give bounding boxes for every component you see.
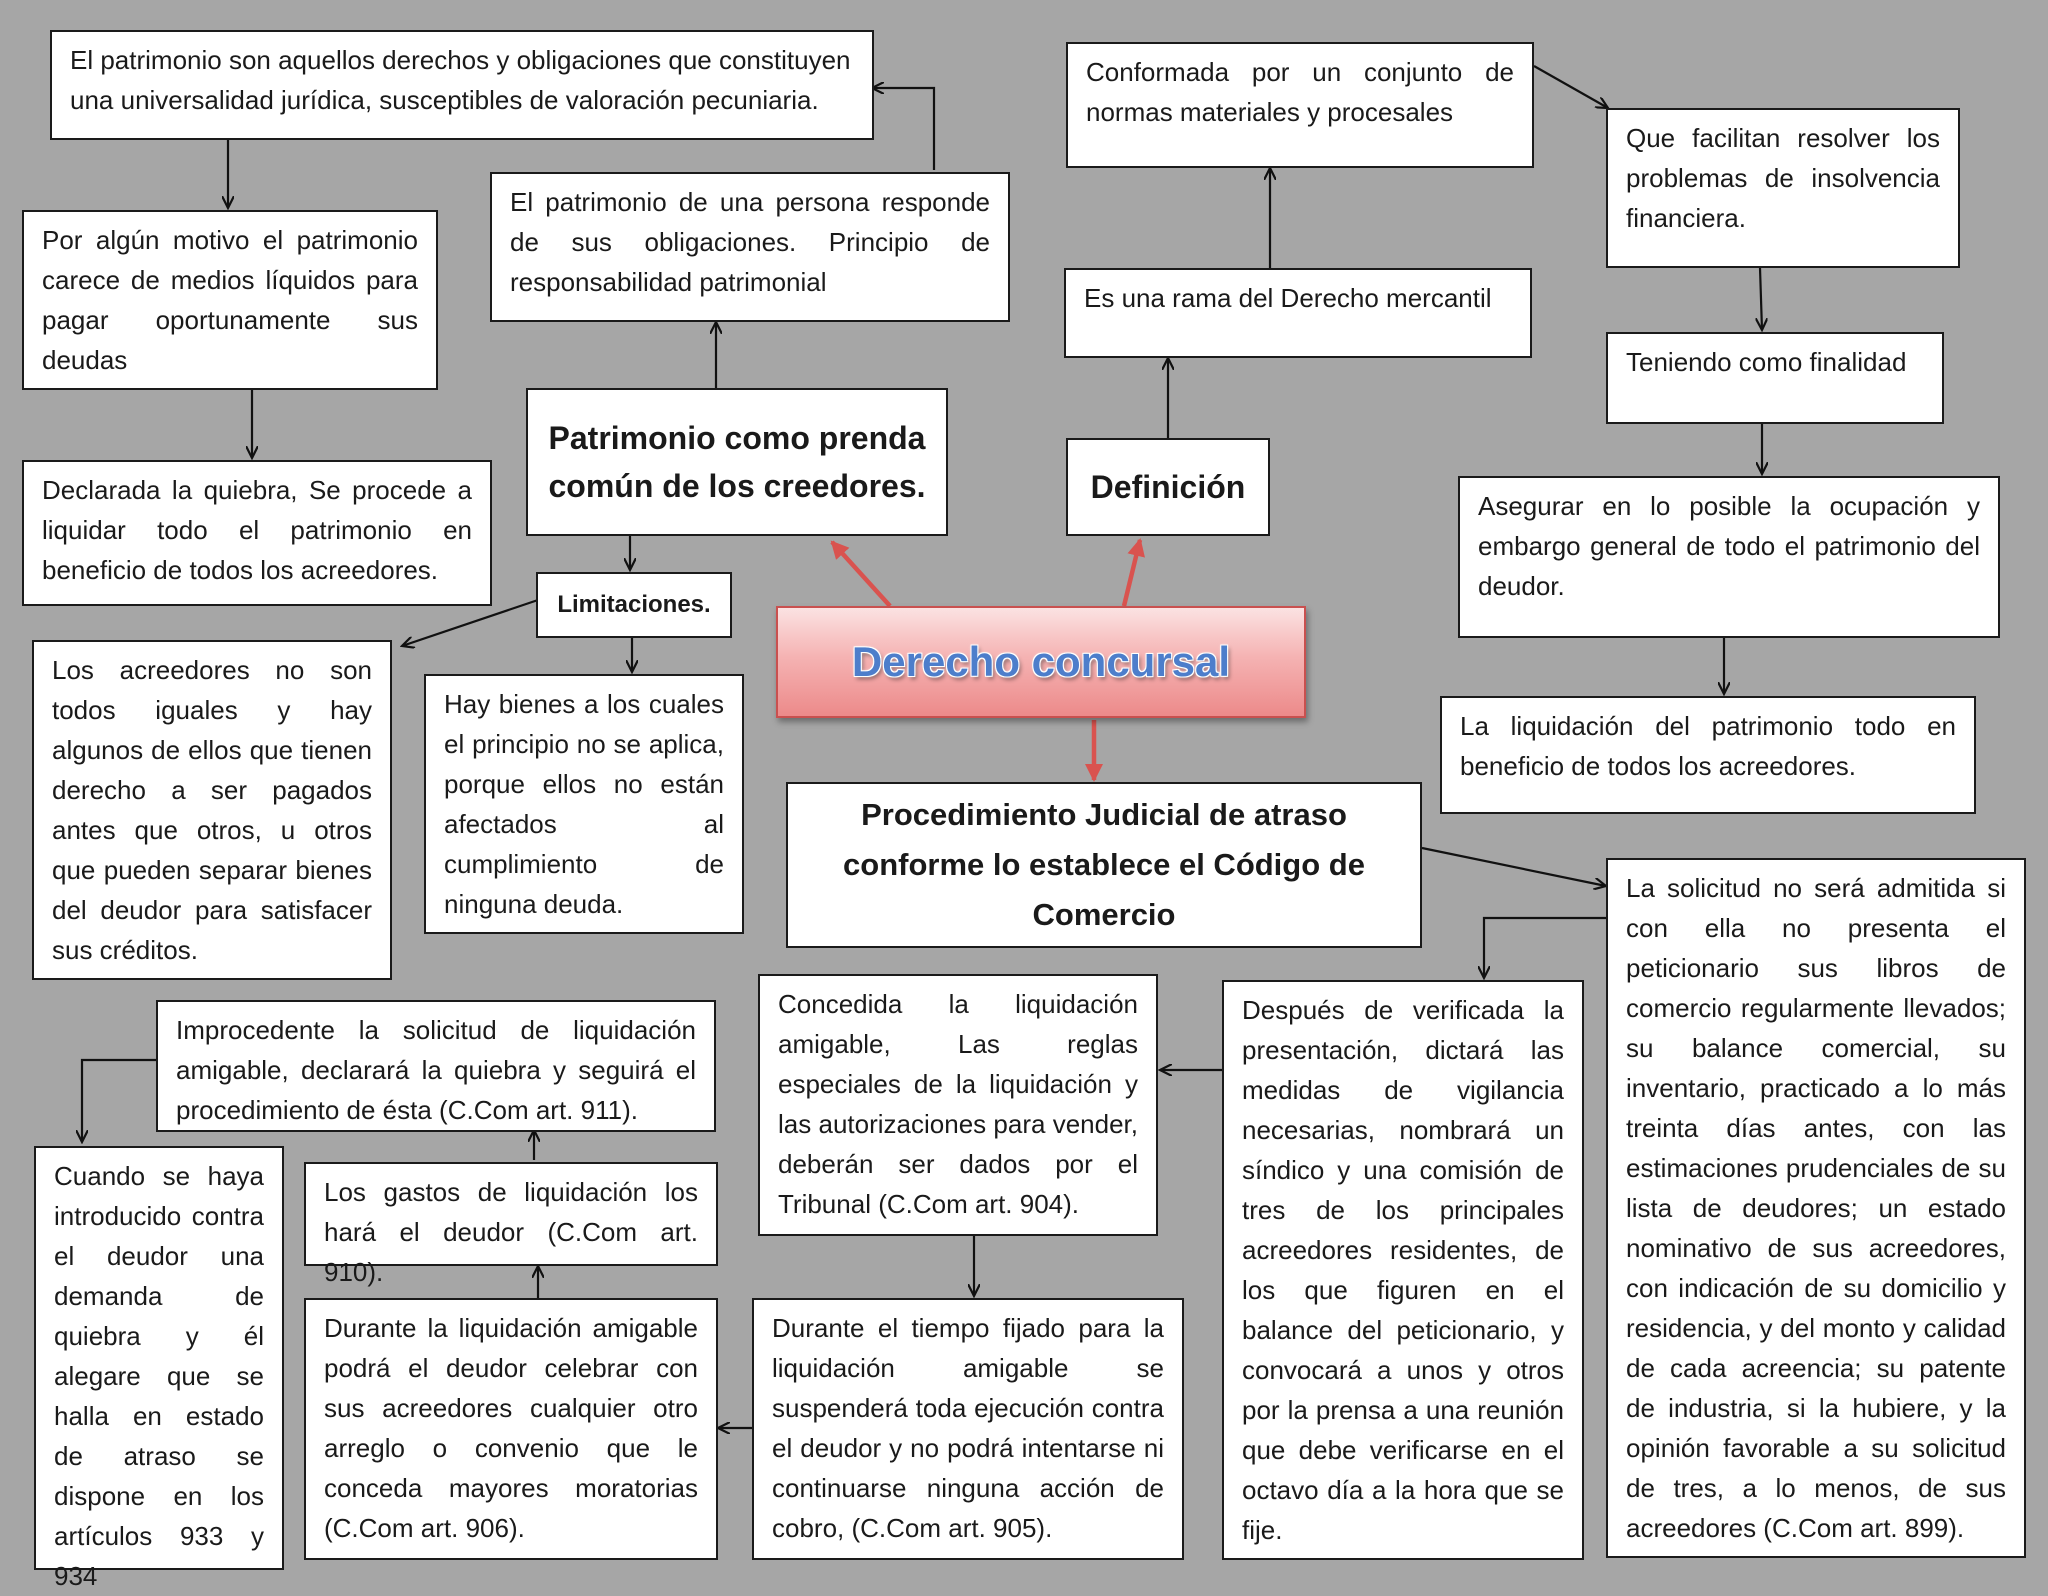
node-title: Patrimonio como prenda común de los creedores. bbox=[548, 420, 926, 504]
node-quiebra bbox=[22, 460, 492, 606]
arrow-conformada-to-facilitan bbox=[1534, 66, 1608, 108]
node-text: Durante el tiempo fijado para la liquidación amigable se suspenderá toda ejecución contra el deudor y no podrá intentarse ni continuarse ninguna acción de cobro, (C.Com art. 905). bbox=[772, 1313, 1164, 1543]
node-bienes bbox=[424, 674, 744, 934]
arrow-procedimiento-to-solicitud bbox=[1422, 848, 1606, 886]
node-solicitud-no-admitida bbox=[1606, 858, 2026, 1558]
node-text: Asegurar en lo posible la ocupación y embargo general de todo el patrimonio del deudor. bbox=[1478, 491, 1980, 601]
node-procedimiento bbox=[786, 782, 1422, 948]
node-concedida bbox=[758, 974, 1158, 1236]
arrow-facilitan-to-finalidad bbox=[1760, 268, 1762, 330]
node-despues bbox=[1222, 980, 1584, 1560]
node-improcedente bbox=[156, 1000, 716, 1132]
red-arrow-to-definicion bbox=[1124, 540, 1140, 606]
node-text: Los gastos de liquidación los hará el deudor (C.Com art. 910). bbox=[324, 1177, 698, 1287]
node-text: El patrimonio son aquellos derechos y obligaciones que constituyen una universalidad jurídica, susceptibles de valoración pecuniaria. bbox=[70, 45, 851, 115]
node-text: Los acreedores no son todos iguales y hay algunos de ellos que tienen derecho a ser pagados antes que otros, u otros que pueden separar bienes del deudor para satisfacer sus créditos. bbox=[52, 655, 372, 965]
node-text: Es una rama del Derecho mercantil bbox=[1084, 283, 1492, 313]
node-text: Declarada la quiebra, Se procede a liquidar todo el patrimonio en beneficio de todos los acreedores. bbox=[42, 475, 472, 585]
node-text: Teniendo como finalidad bbox=[1626, 347, 1907, 377]
node-text: La solicitud no será admitida si con ella no presenta el peticionario sus libros de comercio regularmente llevados; su balance comercial, su inventario, practicado a lo más treinta días antes, con las estimaciones prudenciales de su lista de deudores; un estado nominativo de sus acreedores, con indicación de su domicilio y residencia, y del monto y calidad de cada acreencia; su patente de industria, si la hubiere, y la opinión favorable a su solicitud de tres, a lo menos, de sus acreedores (C.Com art. 899). bbox=[1626, 873, 2006, 1543]
arrow-solicitud-to-despues bbox=[1484, 918, 1606, 978]
node-motivo bbox=[22, 210, 438, 390]
central-title: Derecho concursal bbox=[851, 638, 1231, 685]
node-text: Hay bienes a los cuales el principio no se aplica, porque ellos no están afectados al cumplimiento de ninguna deuda. bbox=[444, 689, 724, 919]
red-arrow-to-prenda bbox=[832, 542, 890, 606]
arrow-responde-to-def bbox=[872, 88, 934, 170]
node-text: Durante la liquidación amigable podrá el deudor celebrar con sus acreedores cualquier otro arreglo o convenio que le conceda mayores moratorias (C.Com art. 906). bbox=[324, 1313, 698, 1543]
node-text: Concedida la liquidación amigable, Las reglas especiales de la liquidación y las autorizaciones para vender, deberán ser dados por el Tribunal (C.Com art. 904). bbox=[778, 989, 1138, 1219]
node-definicion bbox=[1066, 438, 1270, 536]
central-node bbox=[776, 606, 1306, 718]
node-responde bbox=[490, 172, 1010, 322]
node-cuando bbox=[34, 1146, 284, 1591]
node-facilitan bbox=[1606, 108, 1960, 268]
node-text: Que facilitan resolver los problemas de insolvencia financiera. bbox=[1626, 123, 1940, 233]
node-title: Limitaciones. bbox=[557, 591, 711, 618]
node-patrimonio-prenda bbox=[526, 388, 948, 536]
arrow-improcedente-to-cuando bbox=[82, 1060, 156, 1142]
node-limitaciones bbox=[536, 572, 732, 638]
node-text: Por algún motivo el patrimonio carece de medios líquidos para pagar oportunamente sus deudas bbox=[42, 225, 418, 375]
node-text: Improcedente la solicitud de liquidación amigable, declarará la quiebra y seguirá el procedimiento de ésta (C.Com art. 911). bbox=[176, 1015, 696, 1125]
node-text: El patrimonio de una persona responde de sus obligaciones. Principio de responsabilidad patrimonial bbox=[510, 187, 990, 297]
node-title: Procedimiento Judicial de atraso conforme lo establece el Código de Comercio bbox=[843, 797, 1365, 932]
node-conformada bbox=[1066, 42, 1534, 168]
arrow-limitaciones-to-acreedores bbox=[402, 600, 538, 646]
node-rama bbox=[1064, 268, 1532, 358]
node-acreedores-no-iguales bbox=[32, 640, 392, 980]
node-text: Conformada por un conjunto de normas materiales y procesales bbox=[1086, 57, 1514, 127]
node-text: Cuando se haya introducido contra el deudor una demanda de quiebra y él alegare que se halla en estado de atraso se dispone en los artículos 933 y 934 bbox=[54, 1161, 264, 1591]
node-patrimonio-definition bbox=[50, 30, 874, 140]
node-durante-liquidacion bbox=[304, 1298, 718, 1560]
node-durante-tiempo bbox=[752, 1298, 1184, 1560]
node-title: Definición bbox=[1090, 469, 1246, 505]
node-liquidacion-todo bbox=[1440, 696, 1976, 814]
node-text: La liquidación del patrimonio todo en beneficio de todos los acreedores. bbox=[1460, 711, 1956, 781]
node-text: Después de verificada la presentación, dictará las medidas de vigilancia necesarias, nombrará un síndico y una comisión de tres de los principales acreedores residentes, de los que figuren en el balance del peticionario, y convocará a unos y otros por la prensa a una reunión que debe verificarse en el octavo día a la hora que se fije. bbox=[1242, 995, 1564, 1545]
node-gastos bbox=[304, 1162, 718, 1287]
node-finalidad bbox=[1606, 332, 1944, 424]
node-asegurar bbox=[1458, 476, 2000, 638]
